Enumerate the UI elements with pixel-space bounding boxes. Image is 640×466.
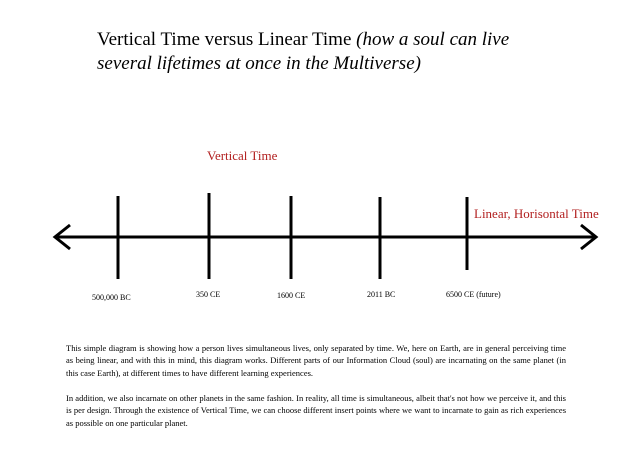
description-paragraph-2: In addition, we also incarnate on other planets in the same fashion. In reality, all time is simultaneous, albeit that's not how we perceive it, and this is per design. Through the existence of Vertical Time, we can choose different insert points where we want to incarnate to gain as rich experiences as possible on one particular planet. (66, 392, 566, 428)
tick-label-1: 500,000 BC (92, 293, 131, 302)
tick-label-4: 2011 BC (367, 290, 396, 299)
linear-time-label: Linear, Horisontal Time (474, 206, 599, 221)
tick-label-5: 6500 CE (future) (446, 290, 501, 299)
tick-label-2: 350 CE (196, 290, 221, 299)
title-subtitle: (how a soul can live several lifetimes at once in the Multiverse) (97, 29, 510, 74)
vertical-time-label: Vertical Time (207, 148, 278, 163)
tick-label-3: 1600 CE (277, 291, 306, 300)
description-paragraph-1: This simple diagram is showing how a person lives simultaneous lives, only separated by time. We, here on Earth, are in general perceiving time as being linear, and with this in mind, this diagram works. Different parts of our Information Cloud (soul) are incarnating on the same planet (in this case Earth), at different times to have different learning experiences. (66, 342, 566, 378)
title-main: Vertical Time versus Linear Time (97, 29, 357, 50)
